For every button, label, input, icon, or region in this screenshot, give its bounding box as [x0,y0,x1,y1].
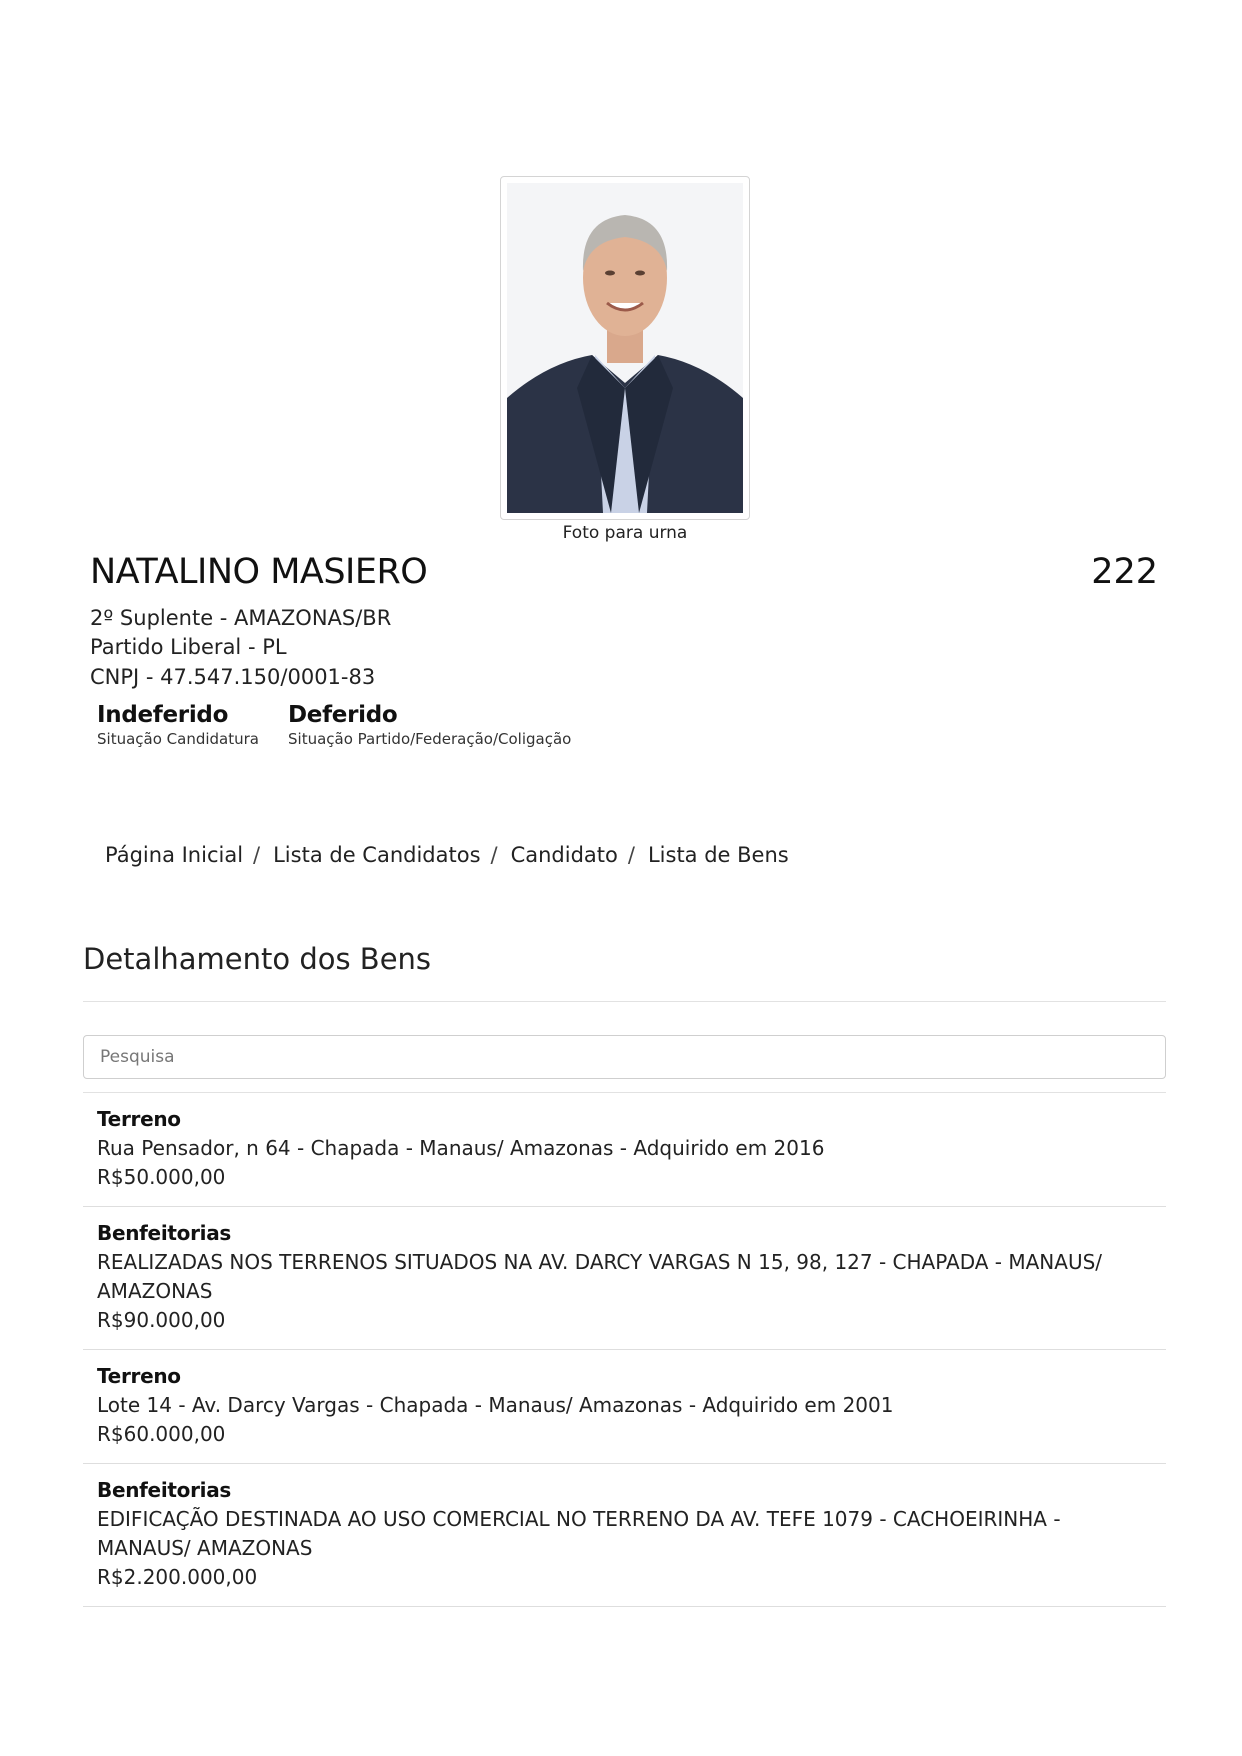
candidacy-status [97,702,259,748]
breadcrumb-separator: / [253,843,261,867]
asset-item [83,1093,1166,1207]
asset-value: R$50.000,00 [97,1165,226,1189]
breadcrumb-separator: / [627,843,635,867]
asset-description: EDIFICAÇÃO DESTINADA AO USO COMERCIAL NO TERRENO DA AV. TEFE 1079 - CACHOEIRINHA - MANAUS/ AMAZONAS [97,1507,1061,1560]
section-divider [83,1001,1166,1002]
breadcrumb-home[interactable]: Página Inicial [105,843,244,867]
asset-list [83,1093,1166,1607]
candidate-photo-illustration [507,183,743,513]
asset-type: Terreno [97,1107,181,1131]
asset-description: Rua Pensador, n 64 - Chapada - Manaus/ Amazonas - Adquirido em 2016 [97,1136,825,1160]
candidate-number: 222 [1091,552,1158,592]
breadcrumb [105,843,789,867]
asset-description: Lote 14 - Av. Darcy Vargas - Chapada - Manaus/ Amazonas - Adquirido em 2001 [97,1393,894,1417]
asset-value: R$90.000,00 [97,1308,226,1332]
candidate-name: NATALINO MASIERO [90,552,428,592]
candidate-party: Partido Liberal - PL [90,635,287,659]
asset-description: REALIZADAS NOS TERRENOS SITUADOS NA AV. DARCY VARGAS N 15, 98, 127 - CHAPADA - MANAUS/ AMAZONAS [97,1250,1103,1303]
section-title: Detalhamento dos Bens [83,942,432,976]
asset-item [83,1350,1166,1464]
asset-value: R$60.000,00 [97,1422,226,1446]
breadcrumb-candidate-list[interactable]: Lista de Candidatos [273,843,481,867]
asset-value: R$2.200.000,00 [97,1565,258,1589]
search-input[interactable] [83,1035,1166,1079]
photo-caption: Foto para urna [562,523,688,543]
candidacy-status-label: Situação Candidatura [97,730,259,748]
party-status [288,702,571,748]
asset-type: Terreno [97,1364,181,1388]
candidate-photo-frame [500,176,750,520]
candidate-office: 2º Suplente - AMAZONAS/BR [90,606,392,630]
candidate-cnpj: CNPJ - 47.547.150/0001-83 [90,665,376,689]
asset-type: Benfeitorias [97,1478,231,1502]
candidacy-status-value: Indeferido [97,702,229,728]
party-status-label: Situação Partido/Federação/Coligação [288,730,572,748]
asset-item [83,1207,1166,1350]
breadcrumb-asset-list[interactable]: Lista de Bens [647,843,789,867]
asset-item [83,1464,1166,1607]
breadcrumb-separator: / [490,843,498,867]
asset-type: Benfeitorias [97,1221,231,1245]
candidate-photo [507,183,743,513]
breadcrumb-candidate[interactable]: Candidato [510,843,618,867]
party-status-value: Deferido [288,702,398,728]
